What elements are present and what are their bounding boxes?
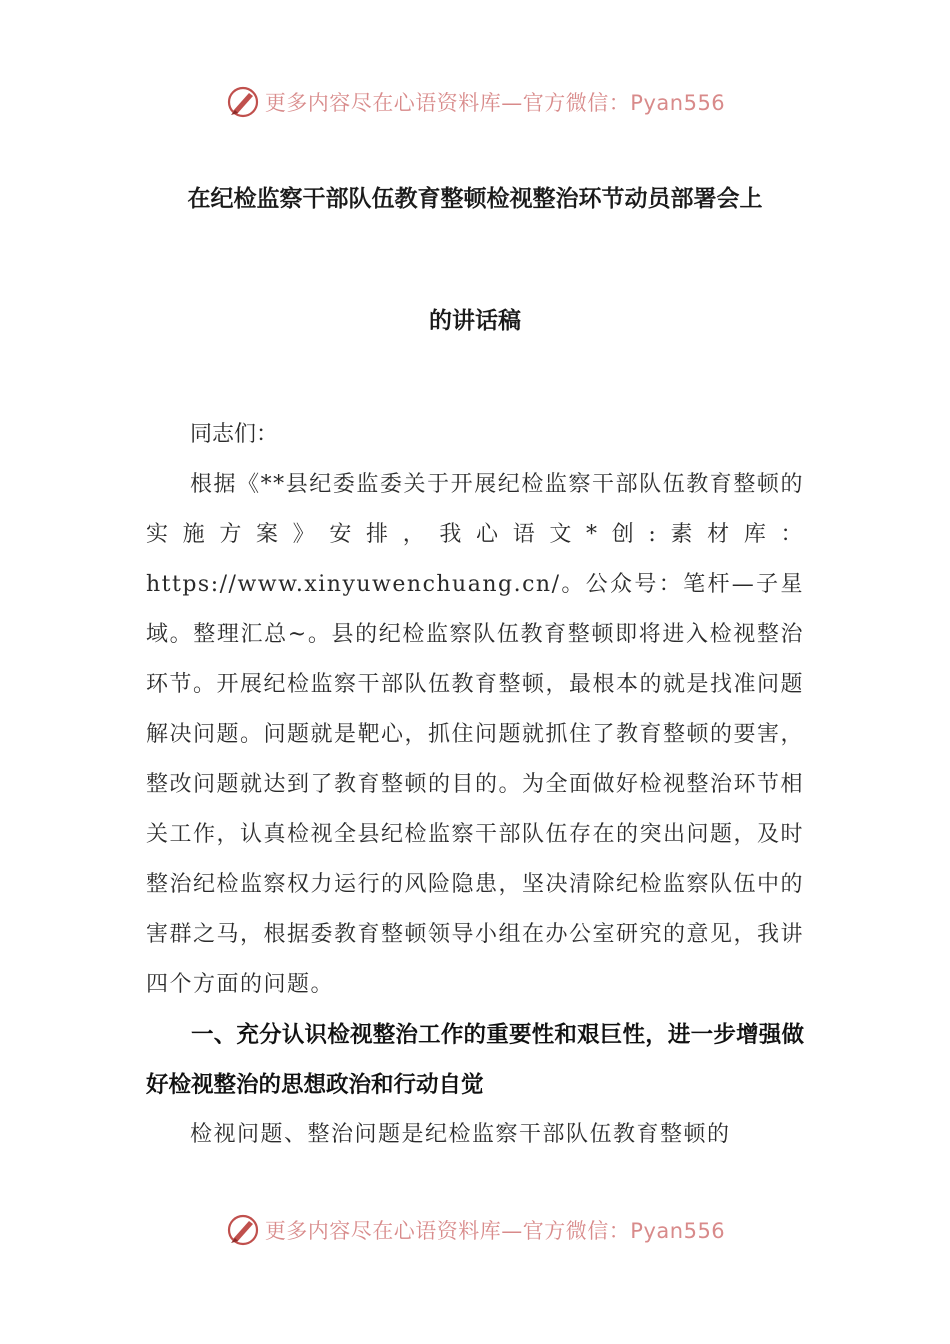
watermark-text: 更多内容尽在心语资料库—官方微信：Pyan556 (264, 1219, 726, 1243)
footer-watermark (0, 1208, 950, 1252)
pen-in-circle-icon (225, 84, 261, 120)
document-body (146, 410, 804, 1160)
document-title-line2: 的讲话稿 (429, 308, 521, 334)
pen-in-circle-icon (225, 1212, 261, 1248)
document-title-line1: 在纪检监察干部队伍教育整顿检视整治环节动员部署会上 (187, 186, 763, 212)
salutation: 同志们： (190, 422, 279, 447)
paragraph: 检视问题、整治问题是纪检监察干部队伍教育整顿的 (190, 1122, 731, 1147)
watermark-text: 更多内容尽在心语资料库—官方微信：Pyan556 (264, 91, 726, 115)
header-watermark (0, 80, 950, 124)
section-heading: 一、充分认识检视整治工作的重要性和艰巨性，进一步增强做好检视整治的思想政治和行动自觉 (146, 1022, 804, 1098)
paragraph: 根据《**县纪委监委关于开展纪检监察干部队伍教育整顿的实施方案》安排，我心语文*创:素材库：https://www.xinyuwenchuang.cn/。公众号：笔杆—子星域。整理汇总~。县的纪检监察队伍教育整顿即将进入检视整治环节。开展纪检监察干部队伍教育整顿，最根本的就是找准问题解决问题。问题就是靶心，抓住问题就抓住了教育整顿的要害，整改问题就达到了教育整顿的目的。为全面做好检视整治环节相关工作，认真检视全县纪检监察干部队伍存在的突出问题，及时整治纪检监察权力运行的风险隐患，坚决清除纪检监察队伍中的害群之马，根据委教育整顿领导小组在办公室研究的意见，我讲四个方面的问题。 (146, 472, 805, 997)
